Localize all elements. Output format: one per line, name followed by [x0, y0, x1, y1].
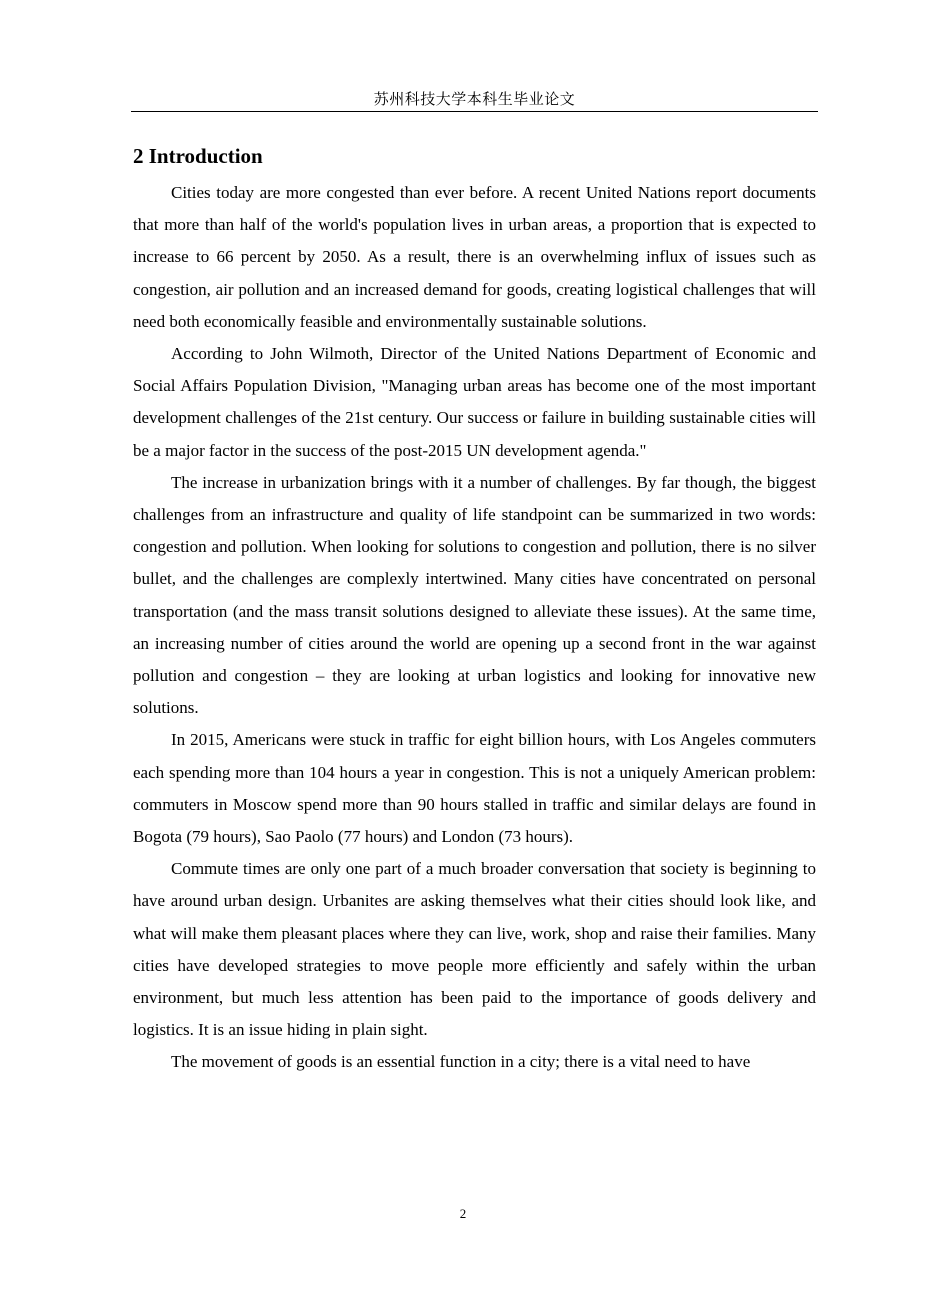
body-text — [133, 177, 816, 1079]
paragraph: According to John Wilmoth, Director of the United Nations Department of Economic and Social Affairs Population Division, "Managing urban areas has become one of the most important development challenges of the 21st century. Our success or failure in building sustainable cities will be a major factor in the success of the post-2015 UN development agenda." — [133, 344, 816, 460]
page-number: 2 — [459, 1206, 467, 1221]
section-title: 2 Introduction — [133, 144, 263, 168]
running-header-title: 苏州科技大学本科生毕业论文 — [373, 92, 576, 108]
header-rule — [131, 111, 818, 112]
paragraph: In 2015, Americans were stuck in traffic for eight billion hours, with Los Angeles commuters each spending more than 104 hours a year in congestion. This is not a uniquely American problem: commuters in Moscow spend more than 90 hours stalled in traffic and similar delays are found in Bogota (79 hours), Sao Paolo (77 hours) and London (73 hours). — [133, 730, 816, 847]
paragraph: Cities today are more congested than ever before. A recent United Nations report documents that more than half of the world's population lives in urban areas, a proportion that is expected to increase to 66 percent by 2050. As a result, there is an overwhelming influx of issues such as congestion, air pollution and an increased demand for goods, creating logistical challenges that will need both economically feasible and environmentally sustainable solutions. — [133, 183, 816, 331]
paragraph: The increase in urbanization brings with it a number of challenges. By far though, the biggest challenges from an infrastructure and quality of life standpoint can be summarized in two words: congestion and pollution. When looking for solutions to congestion and pollution, there is no silver bullet, and the challenges are complexly intertwined. Many cities have concentrated on personal transportation (and the mass transit solutions designed to alleviate these issues). At the same time, an increasing number of cities around the world are opening up a second front in the war against pollution and congestion – they are looking at urban logistics and looking for innovative new solutions. — [133, 472, 816, 718]
paragraph: The movement of goods is an essential function in a city; there is a vital need to have — [171, 1052, 751, 1072]
paragraph: Commute times are only one part of a much broader conversation that society is beginning to have around urban design. Urbanites are asking themselves what their cities should look like, and what will make them pleasant places where they can live, work, shop and raise their families. Many cities have developed strategies to move people more efficiently and safely within the urban environment, but much less attention has been paid to the importance of goods delivery and logistics. It is an issue hiding in plain sight. — [133, 859, 816, 1040]
